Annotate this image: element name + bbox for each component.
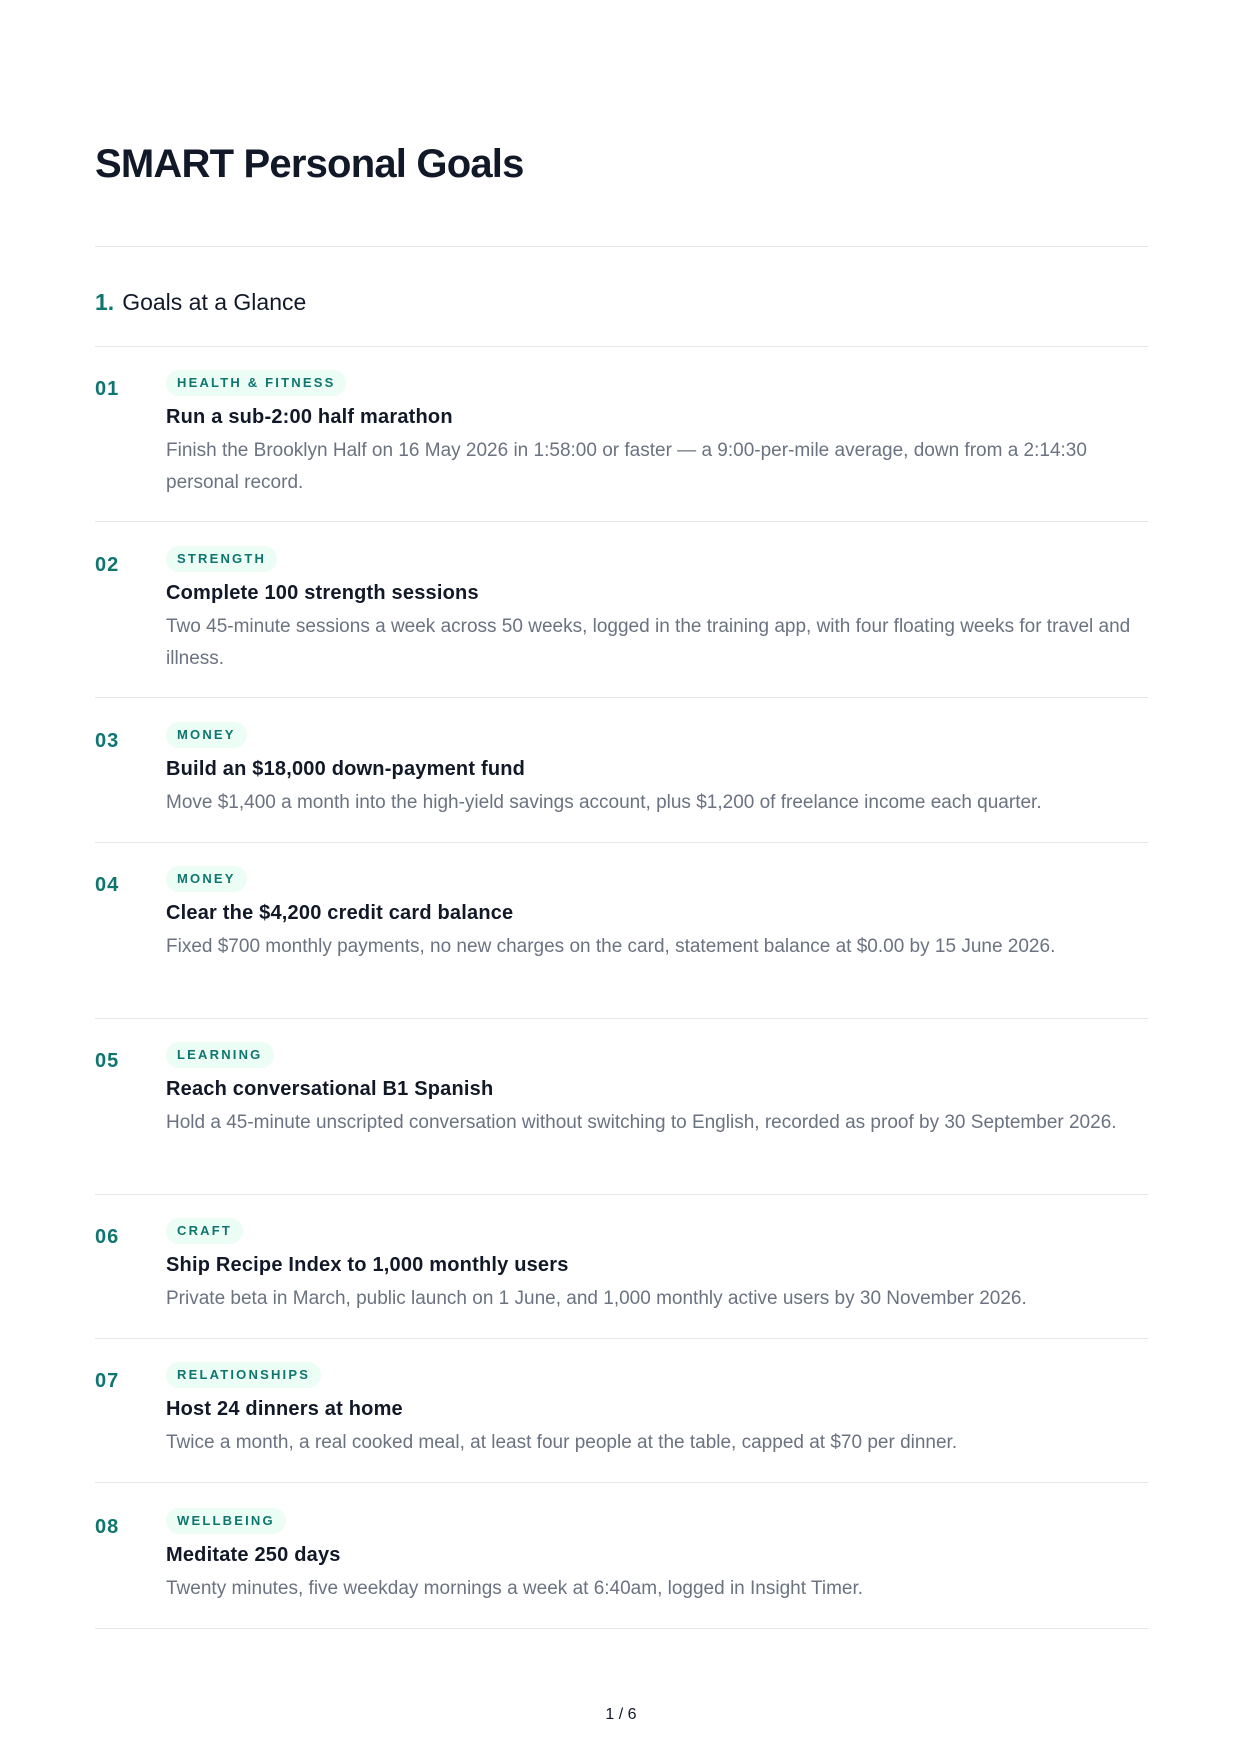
goal-description: Two 45-minute sessions a week across 50 weeks, logged in the training app, with four floating weeks for travel and illness.: [166, 616, 1131, 669]
document-page: [95, 0, 1148, 1756]
goal-divider: [95, 1628, 1148, 1629]
goal-body: [166, 370, 1148, 499]
goal-body: [166, 866, 1148, 963]
goal-description: Finish the Brooklyn Half on 16 May 2026 in 1:58:00 or faster — a 9:00-per-mile average, down from a 2:14:30 personal record.: [166, 440, 1087, 493]
goal-title: Host 24 dinners at home: [166, 1398, 403, 1420]
document-title: SMART Personal Goals: [95, 142, 524, 186]
goal-divider: [95, 1194, 1148, 1195]
goal-divider: [95, 842, 1148, 843]
goal-body: [166, 1508, 1148, 1605]
goal-number: 06: [95, 1226, 120, 1248]
goal-title: Run a sub-2:00 half marathon: [166, 406, 453, 428]
category-tag: MONEY: [166, 722, 247, 748]
goal-number: 02: [95, 554, 120, 576]
goal-body: [166, 722, 1148, 819]
title-divider: [95, 246, 1148, 247]
goal-title: Meditate 250 days: [166, 1544, 341, 1566]
goal-number: 08: [95, 1516, 120, 1538]
goal-title: Reach conversational B1 Spanish: [166, 1078, 494, 1100]
goal-body: [166, 1042, 1148, 1139]
section-divider: [95, 346, 1148, 347]
goal-number: 01: [95, 378, 120, 400]
section-title: Goals at a Glance: [122, 289, 307, 315]
goal-number: 03: [95, 730, 120, 752]
goal-title: Clear the $4,200 credit card balance: [166, 902, 514, 924]
goal-description: Private beta in March, public launch on 1 June, and 1,000 monthly active users by 30 November 2026.: [166, 1288, 1027, 1309]
goal-divider: [95, 1338, 1148, 1339]
category-tag: RELATIONSHIPS: [166, 1362, 321, 1388]
goal-number: 05: [95, 1050, 120, 1072]
goal-title: Complete 100 strength sessions: [166, 582, 479, 604]
goal-number: 04: [95, 874, 120, 896]
goal-body: [166, 1362, 1148, 1459]
goal-body: [166, 546, 1148, 675]
goal-divider: [95, 521, 1148, 522]
section-number: 1.: [95, 289, 115, 315]
goal-description: Fixed $700 monthly payments, no new charges on the card, statement balance at $0.00 by 15 June 2026.: [166, 936, 1056, 957]
category-tag: HEALTH & FITNESS: [166, 370, 346, 396]
goal-title: Build an $18,000 down-payment fund: [166, 758, 526, 780]
goal-divider: [95, 1018, 1148, 1019]
section-heading: [95, 286, 306, 318]
goal-body: [166, 1218, 1148, 1315]
category-tag: MONEY: [166, 866, 247, 892]
goal-description: Twice a month, a real cooked meal, at least four people at the table, capped at $70 per dinner.: [166, 1432, 958, 1453]
category-tag: WELLBEING: [166, 1508, 286, 1534]
goal-description: Move $1,400 a month into the high-yield savings account, plus $1,200 of freelance income each quarter.: [166, 792, 1042, 813]
category-tag: STRENGTH: [166, 546, 277, 572]
goal-number: 07: [95, 1370, 120, 1392]
goal-divider: [95, 1482, 1148, 1483]
page-indicator: 1 / 6: [605, 1706, 637, 1723]
goal-divider: [95, 697, 1148, 698]
goal-description: Twenty minutes, five weekday mornings a week at 6:40am, logged in Insight Timer.: [166, 1578, 864, 1599]
category-tag: LEARNING: [166, 1042, 274, 1068]
goal-description: Hold a 45-minute unscripted conversation without switching to English, recorded as proof by 30 September 2026.: [166, 1112, 1117, 1133]
category-tag: CRAFT: [166, 1218, 243, 1244]
goal-title: Ship Recipe Index to 1,000 monthly users: [166, 1254, 569, 1276]
